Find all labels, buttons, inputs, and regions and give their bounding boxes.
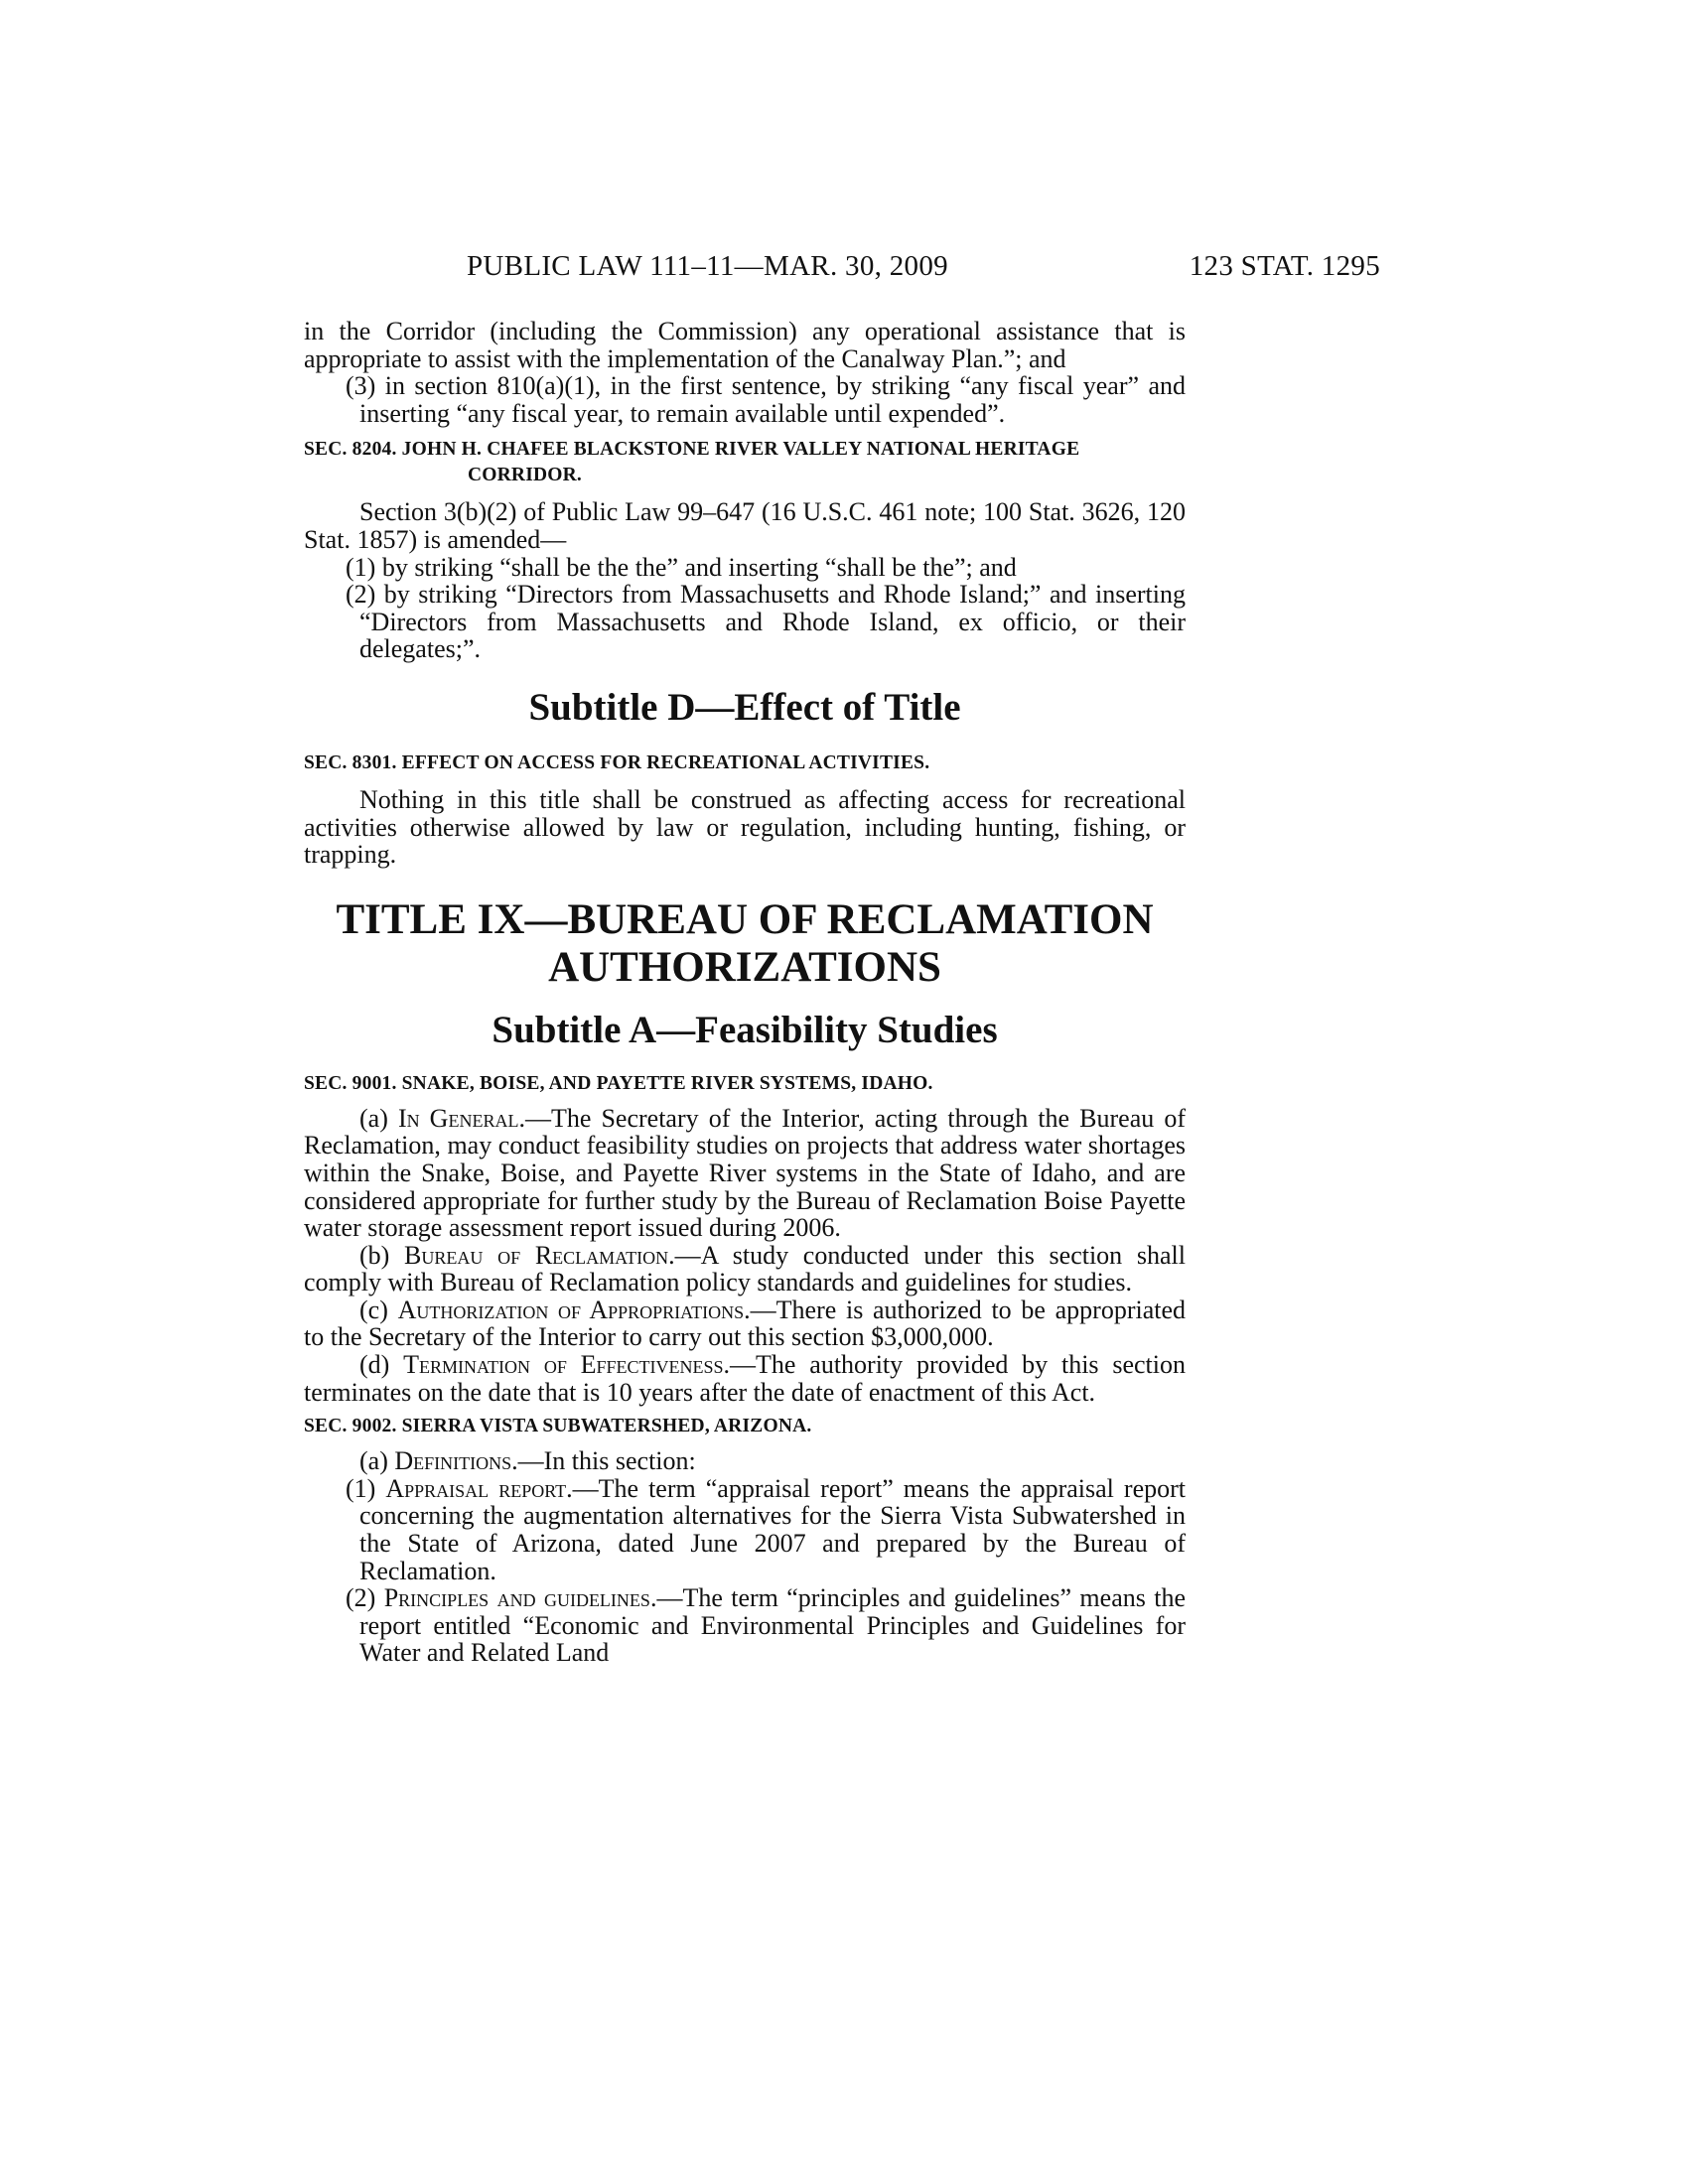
subsection-heading: Bureau of Reclamation (404, 1240, 669, 1270)
definition-paragraph: (2) Principles and guidelines.—The term “principles and guidelines” means the report entitled “Economic and Environmental Principles and Guidelines for Water and Related Land (346, 1583, 1186, 1668)
section-heading: SEC. 8204. JOHN H. CHAFEE BLACKSTONE RIVER VALLEY NATIONAL HERITAGE CORRIDOR. (304, 439, 1080, 486)
subsection-heading: Termination of Effectiveness (403, 1350, 724, 1380)
subsection-heading: Definitions (394, 1446, 512, 1476)
stat-citation: 123 STAT. 1295 (1189, 250, 1380, 282)
subsection-paragraph: (a) In General.—The Secretary of the Interior, acting through the Bureau of Reclamation, may conduct feasibility studies on projects that address water shortages within the Snake, Boise, and Payette River systems in the State of Idaho, and are considered appropriate for further study by the Bureau of Reclamation Boise Payette water storage assessment report issued during 2006. (304, 1103, 1186, 1243)
list-item: (2) by striking “Directors from Massachusetts and Rhode Island;” and inserting “Directors from Massachusetts and Rhode Island, ex officio, or their delegates;”. (346, 580, 1186, 664)
definition-heading: Appraisal report (385, 1473, 567, 1503)
definition-paragraph: (1) Appraisal report.—The term “appraisal report” means the appraisal report concerning the augmentation alternatives for the Sierra Vista Subwatershed in the State of Arizona, dated June 2007 and prepared by the Bureau of Reclamation. (346, 1473, 1187, 1585)
subsection-paragraph: (b) Bureau of Reclamation.—A study conducted under this section shall comply with Bureau of Reclamation policy standards and guidelines for studies. (304, 1240, 1187, 1297)
subsection-paragraph: (d) Termination of Effectiveness.—The authority provided by this section terminates on the date that is 10 years after the date of enactment of this Act. (304, 1350, 1186, 1407)
subsection-heading: Authorization of Appropriations (397, 1295, 745, 1324)
subtitle-heading: Subtitle A—Feasibility Studies (492, 1008, 998, 1051)
list-item: (1) by striking “shall be the the” and inserting “shall be the”; and (346, 552, 1017, 582)
running-head (304, 250, 1380, 290)
section-heading: SEC. 9002. SIERRA VISTA SUBWATERSHED, ARIZONA. (304, 1416, 812, 1437)
subsection-paragraph: (c) Authorization of Appropriations.—There is authorized to be appropriated to the Secretary of the Interior to carry out this section $3,000,000. (304, 1295, 1187, 1352)
title-heading-line: AUTHORIZATIONS (548, 943, 941, 991)
section-paragraph: Section 3(b)(2) of Public Law 99–647 (16 U.S.C. 461 note; 100 Stat. 3626, 120 Stat. 1857) is amended— (304, 497, 1186, 554)
definition-heading: Principles and guidelines (383, 1583, 650, 1613)
continued-paragraph: in the Corridor (including the Commission) any operational assistance that is appropriate to assist with the implementation of the Canalway Plan.”; and (304, 317, 1186, 373)
title-heading-line: TITLE IX—BUREAU OF RECLAMATION (336, 895, 1154, 943)
subsection-heading: In General (397, 1103, 519, 1133)
section-heading: SEC. 9001. SNAKE, BOISE, AND PAYETTE RIVER SYSTEMS, IDAHO. (304, 1072, 933, 1094)
section-paragraph: Nothing in this title shall be construed as affecting access for recreational activities otherwise allowed by law or regulation, including hunting, fishing, or trapping. (304, 784, 1186, 870)
list-item: (3) in section 810(a)(1), in the first sentence, by striking “any fiscal year” and inserting “any fiscal year, to remain available until expended”. (346, 371, 1186, 428)
subsection-paragraph: (a) Definitions.—In this section: (359, 1446, 696, 1476)
subtitle-heading: Subtitle D—Effect of Title (528, 685, 961, 729)
section-heading: SEC. 8301. EFFECT ON ACCESS FOR RECREATIONAL ACTIVITIES. (304, 751, 930, 773)
running-title: PUBLIC LAW 111–11—MAR. 30, 2009 (467, 250, 948, 282)
page-body (304, 318, 1186, 1667)
